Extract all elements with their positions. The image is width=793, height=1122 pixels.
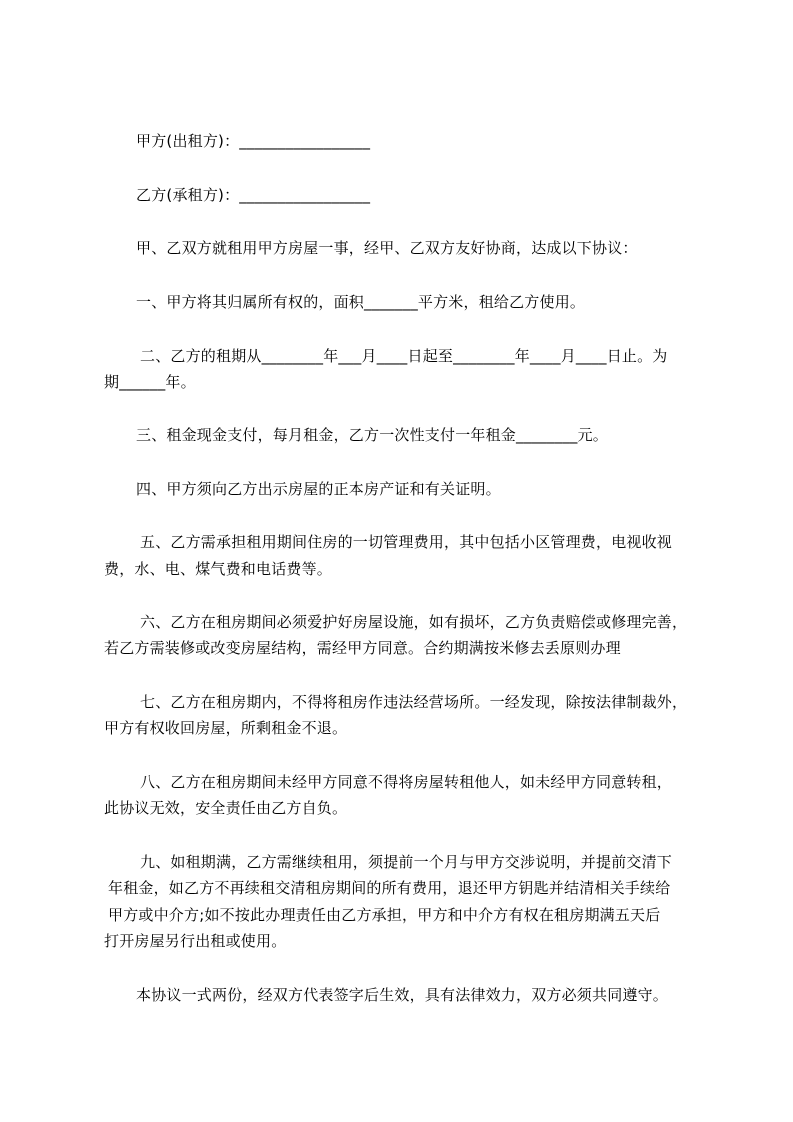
clause-6-line-1: 六、乙方在租房期间必须爱护好房屋设施，如有损坏，乙方负责赔偿或修理完善， — [140, 613, 688, 631]
clause-9-line-4: 打开房屋另行出租或使用。 — [104, 932, 287, 950]
clause-2-line-2: 期______年。 — [104, 373, 196, 391]
closing-statement: 本协议一式两份，经双方代表签字后生效，具有法律效力，双方必须共同遵守。 — [136, 986, 669, 1004]
party-b-line: 乙方(承租方)：_________________ — [136, 186, 371, 204]
clause-2-line-1: 二、乙方的租期从________年___月____日起至________年____月____日止。为 — [140, 347, 668, 365]
clause-5-line-1: 五、乙方需承担租用期间住房的一切管理费用，其中包括小区管理费，电视收视 — [140, 533, 673, 551]
clause-7-line-2: 甲方有权收回房屋，所剩租金不退。 — [104, 719, 348, 737]
clause-6-line-2: 若乙方需装修或改变房屋结构，需经甲方同意。合约期满按米修去丢原则办理 — [104, 639, 621, 657]
clause-8-line-1: 八、乙方在租房期间未经甲方同意不得将房屋转租他人，如未经甲方同意转租， — [140, 773, 673, 791]
clause-7-line-1: 七、乙方在租房期内，不得将租房作违法经营场所。一经发现，除按法律制裁外， — [140, 693, 688, 711]
preamble: 甲、乙双方就租用甲方房屋一事，经甲、乙双方友好协商，达成以下协议： — [136, 239, 638, 257]
clause-4: 四、甲方须向乙方出示房屋的正本房产证和有关证明。 — [136, 480, 501, 498]
clause-3: 三、租金现金支付，每月租金，乙方一次性支付一年租金________元。 — [136, 426, 609, 444]
clause-1: 一、甲方将其归属所有权的，面积_______平方米，租给乙方使用。 — [136, 293, 586, 311]
clause-9-line-1: 九、如租期满，乙方需继续租用，须提前一个月与甲方交涉说明，并提前交清下 — [140, 853, 673, 871]
clause-5-line-2: 费，水、电、煤气费和电话费等。 — [104, 560, 333, 578]
clause-9-line-3: 甲方或中介方;如不按此办理责任由乙方承担，甲方和中介方有权在租房期满五天后 — [108, 906, 661, 924]
clause-9-line-2: 年租金，如乙方不再续租交清租房期间的所有费用，退还甲方钥匙并结清相关手续给 — [108, 879, 671, 897]
party-a-line: 甲方(出租方)：_________________ — [136, 132, 371, 150]
clause-8-line-2: 此协议无效，安全责任由乙方自负。 — [104, 799, 348, 817]
